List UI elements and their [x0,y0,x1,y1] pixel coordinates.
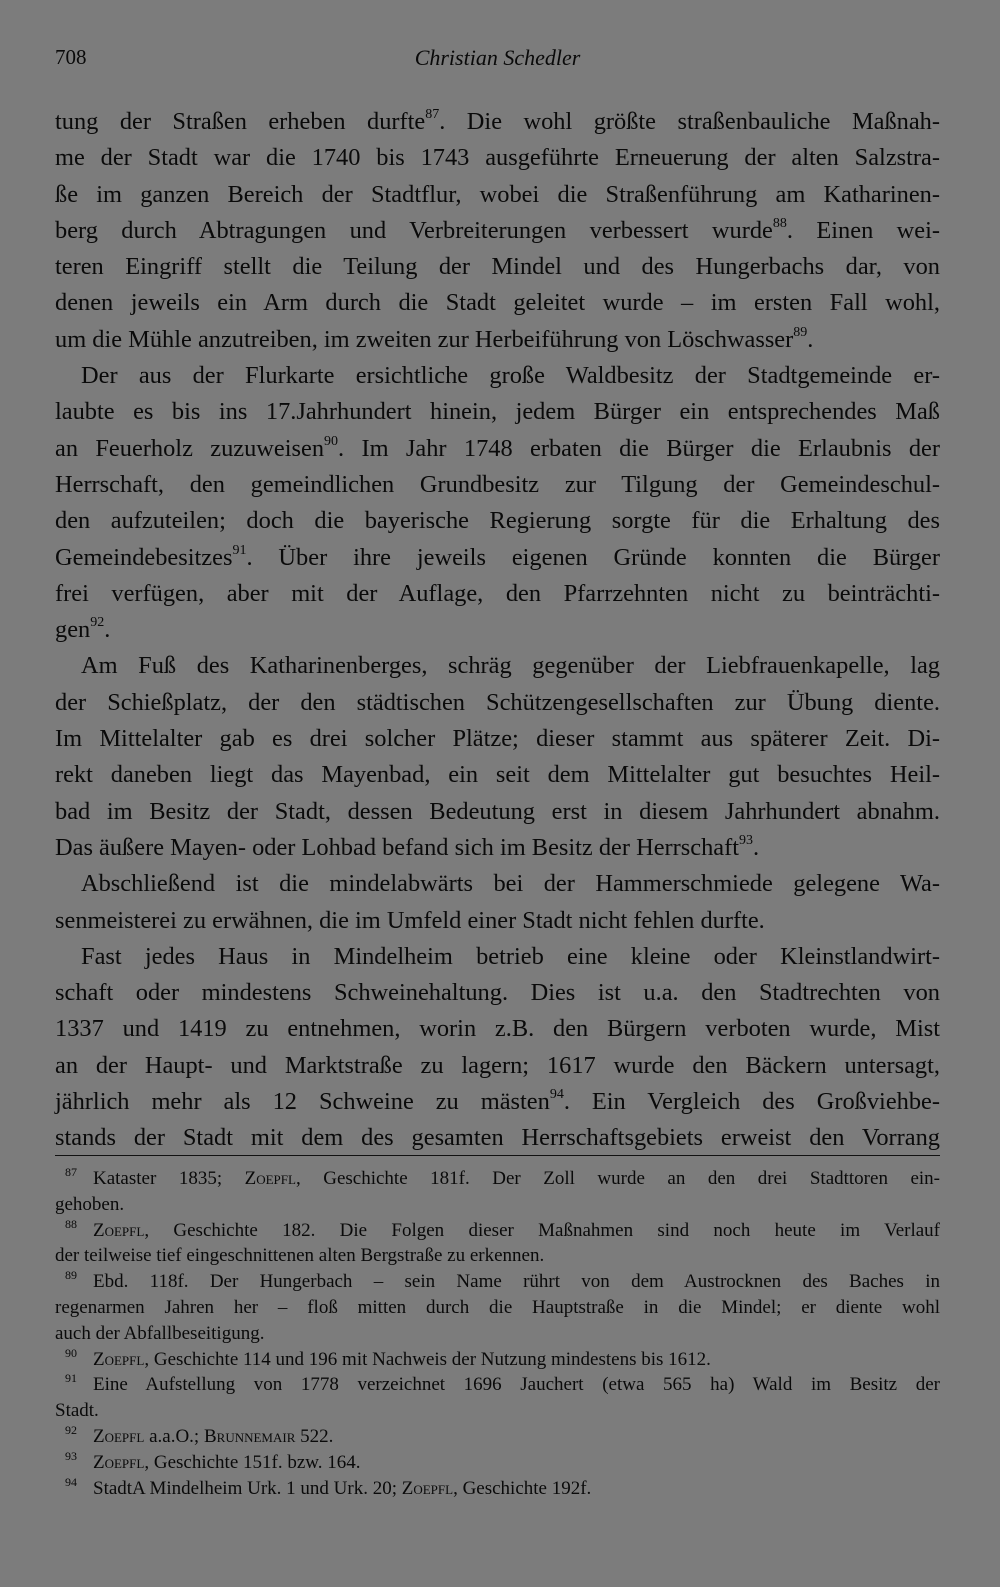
footnote-reference: 88 [772,215,787,231]
text-run: an Feuerholz zuzuweisen [55,434,325,462]
body-line [55,431,940,467]
footnote-reference: 92 [90,615,105,631]
footnote-number: 87 [65,1165,77,1179]
body-line [55,104,940,140]
author-name: Brunnemair [203,1425,296,1447]
text-run: , Geschichte 182. Die Folgen dieser Maßnahmen sind noch heute im Verlauf [144,1219,940,1241]
body-line [55,866,940,902]
body-line [55,1048,940,1084]
text-run: gen [55,616,91,644]
footnote-line [55,1243,940,1269]
text-run: , Geschichte 192f. [453,1477,592,1499]
body-line [55,213,940,249]
text-run: rekt daneben liegt das Mayenbad, ein seit dem Mittelalter gut besuchtes Heil- [55,761,940,789]
footnote-reference: 93 [739,832,754,848]
text-run: auch der Abfallbeseitigung. [55,1322,265,1344]
footnote-line [55,1295,940,1321]
text-run: 522. [295,1425,334,1447]
running-head: Christian Schedler [414,45,581,70]
body-line [55,140,940,176]
text-run: . [753,833,760,861]
author-name: Zoepfl [93,1219,145,1241]
text-run: der Schießplatz, der den städtischen Schützengesellschaften zur Übung diente. [55,688,940,716]
body-line [55,757,940,793]
footnote-number: 93 [65,1448,77,1463]
text-run: . Ein Vergleich des Großviehbe- [563,1088,940,1116]
footnote-line [55,1372,940,1398]
text-run: 1337 und 1419 zu entnehmen, worin z.B. den Bürgern verboten wurde, Mist [55,1015,940,1043]
body-line [55,1011,940,1047]
text-run: um die Mühle anzutreiben, im zweiten zur Herbeiführung von Löschwasser [55,325,794,353]
text-run: Eine Aufstellung von 1778 verzeichnet 1696 Jauchert (etwa 565 ha) Wald im Besitz der [93,1374,940,1396]
text-run: ße im ganzen Bereich der Stadtflur, wobei die Straßenführung am Katharinen- [55,180,940,208]
footnote-line [55,1321,940,1347]
footnote-reference: 90 [324,433,339,449]
text-run: , Geschichte 151f. bzw. 164. [144,1451,361,1473]
body-text [55,104,940,1157]
body-line [55,612,940,648]
footnote-line [55,1269,940,1295]
body-line [55,358,940,394]
footnote-line [55,1218,940,1244]
body-line [55,576,940,612]
text-run: . Im Jahr 1748 erbaten die Bürger die Erlaubnis der [338,434,940,462]
footnote-separator [55,1155,940,1156]
body-line [55,939,940,975]
text-run: Abschließend ist die mindelabwärts bei der Hammerschmiede gelegene Wa- [81,870,940,898]
author-name: Zoepfl [401,1477,454,1499]
footnote-line [55,1192,940,1218]
text-run: Das äußere Mayen- oder Lohbad befand sich im Besitz der Herrschaft [55,833,740,861]
footnote-reference: 91 [232,542,247,558]
body-line [55,540,940,576]
page-header [55,45,940,75]
body-line [55,177,940,213]
body-line [55,503,940,539]
text-run: me der Stadt war die 1740 bis 1743 ausgeführte Erneuerung der alten Salzstra- [55,144,940,172]
text-run: schaft oder mindestens Schweinehaltung. Dies ist u.a. den Stadtrechten von [55,979,940,1007]
body-line [55,685,940,721]
body-line [55,249,940,285]
author-name: Zoepfl [93,1348,145,1370]
body-line [55,467,940,503]
text-run: tung der Straßen erheben durfte [55,108,426,135]
body-line [55,721,940,757]
text-run: Gemeindebesitzes [55,543,233,571]
body-line [55,1120,940,1156]
body-line [55,903,940,939]
text-run: . Über ihre jeweils eigenen Gründe konnten die Bürger [246,543,940,571]
text-run: den aufzuteilen; doch die bayerische Regierung sorgte für die Erhaltung des [55,507,940,535]
text-run: , Geschichte 114 und 196 mit Nachweis der Nutzung mindestens bis 1612. [144,1348,711,1370]
footnote-number: 91 [65,1371,77,1386]
text-run: . [807,325,814,353]
footnote-number: 92 [65,1422,77,1437]
text-run: Fast jedes Haus in Mindelheim betrieb eine kleine oder Kleinstlandwirt- [81,942,940,970]
body-line [55,794,940,830]
footnote-line [55,1166,940,1192]
text-run: . Einen wei- [786,216,940,244]
footnotes [55,1166,940,1501]
text-run: jährlich mehr als 12 Schweine zu mästen [55,1088,550,1116]
text-run: Im Mittelalter gab es drei solcher Plätze; dieser stammt aus späterer Zeit. Di- [55,725,940,753]
text-run: gehoben. [55,1193,125,1215]
footnote-number: 88 [65,1216,77,1231]
text-run: berg durch Abtragungen und Verbreiterungen verbessert wurde [55,216,773,244]
footnote-reference: 87 [425,107,440,122]
text-run: . [104,616,111,644]
text-run: Am Fuß des Katharinenberges, schräg gegenüber der Liebfrauenkapelle, lag [81,652,940,680]
footnote-reference: 89 [793,324,808,340]
footnote-line [55,1450,940,1476]
text-run: bad im Besitz der Stadt, dessen Bedeutung erst in diesem Jahrhundert abnahm. [55,797,940,825]
text-run: laubte es bis ins 17.Jahrhundert hinein, jedem Bürger ein entsprechendes Maß [55,398,940,426]
footnote-line [55,1398,940,1424]
body-line [55,830,940,866]
text-run: Ebd. 118f. Der Hungerbach – sein Name rührt von dem Austrocknen des Baches in [93,1271,940,1293]
footnote-line [55,1476,940,1502]
body-line [55,285,940,321]
footnote-number: 90 [65,1345,77,1360]
author-name: Zoepfl [244,1168,296,1189]
body-line [55,322,940,358]
footnote-line [55,1424,940,1450]
text-run: Herrschaft, den gemeindlichen Grundbesitz zur Tilgung der Gemeindeschul- [55,470,940,498]
body-line [55,975,940,1011]
body-line [55,648,940,684]
page-number: 708 [55,45,87,69]
text-run: der teilweise tief eingeschnittenen alten Bergstraße zu erkennen. [55,1245,545,1267]
text-run: senmeisterei zu erwähnen, die im Umfeld einer Stadt nicht fehlen durfte. [55,906,765,934]
footnote-number: 89 [65,1268,77,1283]
text-run: a.a.O.; [144,1425,204,1447]
text-run: stands der Stadt mit dem des gesamten Herrschaftsgebiets erweist den Vorrang [55,1124,940,1152]
text-run: regenarmen Jahren her – floß mitten durch die Hauptstraße in die Mindel; er diente wohl [55,1296,940,1318]
text-run: an der Haupt- und Marktstraße zu lagern; 1617 wurde den Bäckern untersagt, [55,1051,940,1079]
body-line [55,394,940,430]
footnote-line [55,1347,940,1373]
text-run: teren Eingriff stellt die Teilung der Mindel und des Hungerbachs dar, von [55,253,940,281]
body-line [55,1084,940,1120]
text-run: StadtA Mindelheim Urk. 1 und Urk. 20; [93,1477,402,1499]
author-name: Zoepfl [93,1425,145,1447]
text-run: , Geschichte 181f. Der Zoll wurde an den drei Stadttoren ein- [295,1168,940,1189]
footnote-reference: 94 [549,1087,564,1103]
text-run: Kataster 1835; [93,1168,245,1189]
text-run: frei verfügen, aber mit der Auflage, den Pfarrzehnten nicht zu beinträchti- [55,579,940,607]
footnote-number: 94 [65,1474,77,1489]
text-run: Der aus der Flurkarte ersichtliche große Waldbesitz der Stadtgemeinde er- [81,362,940,390]
text-run: . Die wohl größte straßenbauliche Maßnah- [439,108,941,135]
text-run: denen jeweils ein Arm durch die Stadt geleitet wurde – im ersten Fall wohl, [55,289,940,317]
text-run: Stadt. [55,1400,99,1422]
author-name: Zoepfl [93,1451,145,1473]
